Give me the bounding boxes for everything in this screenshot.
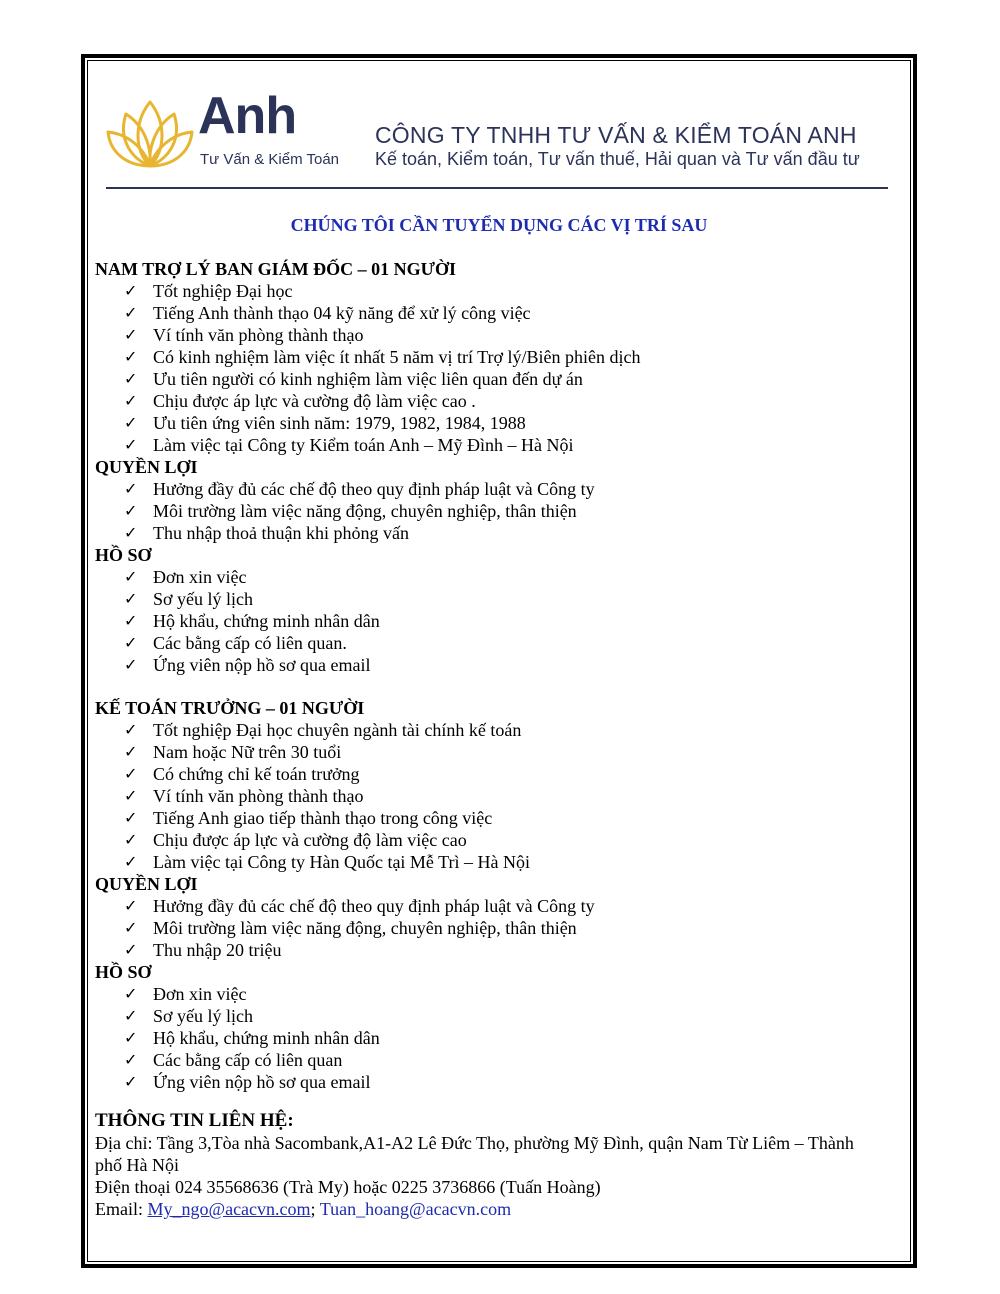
brand-tagline: Tư Vấn & Kiểm Toán <box>200 151 339 168</box>
list-item: ✓ Ứng viên nộp hồ sơ qua email <box>95 654 885 676</box>
contact-title: THÔNG TIN LIÊN HỆ: <box>95 1110 294 1131</box>
benefits-title: QUYỀN LỢI <box>95 874 198 894</box>
list-item: ✓ Tiếng Anh giao tiếp thành thạo trong công việc <box>95 807 885 829</box>
benefits-list <box>95 478 885 544</box>
list-item: ✓ Tốt nghiệp Đại học chuyên ngành tài chính kế toán <box>95 719 885 741</box>
documents-title: HỒ SƠ <box>95 545 152 565</box>
contact-address: Địa chỉ: Tầng 3,Tòa nhà Sacombank,A1-A2 Lê Đức Thọ, phường Mỹ Đình, quận Nam Từ Liêm – Thành phố Hà Nội <box>95 1133 854 1175</box>
list-item: ✓ Đơn xin việc <box>95 983 885 1005</box>
benefits-title: QUYỀN LỢI <box>95 457 198 477</box>
requirements-list <box>95 280 885 456</box>
list-item: ✓ Thu nhập 20 triệu <box>95 939 885 961</box>
list-item: ✓ Chịu được áp lực và cường độ làm việc cao <box>95 829 885 851</box>
list-item: ✓ Ưu tiên ứng viên sinh năm: 1979, 1982, 1984, 1988 <box>95 412 885 434</box>
lotus-icon <box>104 98 196 170</box>
email-label: Email: <box>95 1199 148 1219</box>
documents-title: HỒ SƠ <box>95 962 152 982</box>
contact-email-line <box>95 1198 885 1220</box>
benefits-list <box>95 895 885 961</box>
list-item: ✓ Có chứng chỉ kế toán trưởng <box>95 763 885 785</box>
list-item: ✓ Hưởng đầy đủ các chế độ theo quy định pháp luật và Công ty <box>95 478 885 500</box>
list-item: ✓ Ưu tiên người có kinh nghiệm làm việc liên quan đến dự án <box>95 368 885 390</box>
email-link-tuan-hoang[interactable]: Tuan_hoang@acacvn.com <box>319 1199 512 1219</box>
list-item: ✓ Hộ khẩu, chứng minh nhân dân <box>95 610 885 632</box>
list-item: ✓ Đơn xin việc <box>95 566 885 588</box>
email-separator: ; <box>310 1199 320 1219</box>
list-item: ✓ Sơ yếu lý lịch <box>95 588 885 610</box>
list-item: ✓ Ví tính văn phòng thành thạo <box>95 785 885 807</box>
list-item: ✓ Môi trường làm việc năng động, chuyên nghiệp, thân thiện <box>95 500 885 522</box>
section-spacer <box>95 676 885 697</box>
section-spacer <box>95 1093 885 1110</box>
company-name: CÔNG TY TNHH TƯ VẤN & KIỂM TOÁN ANH <box>375 122 857 148</box>
position-title: NAM TRỢ LÝ BAN GIÁM ĐỐC – 01 NGƯỜI <box>95 259 457 279</box>
list-item: ✓ Thu nhập thoả thuận khi phỏng vấn <box>95 522 885 544</box>
list-item: ✓ Chịu được áp lực và cường độ làm việc cao . <box>95 390 885 412</box>
email-link-my-ngo[interactable]: My_ngo@acacvn.com <box>147 1199 311 1219</box>
header-divider <box>106 187 888 189</box>
list-item: ✓ Tiếng Anh thành thạo 04 kỹ năng để xử lý công việc <box>95 302 885 324</box>
position-title: KẾ TOÁN TRƯỞNG – 01 NGƯỜI <box>95 698 365 718</box>
list-item: ✓ Nam hoặc Nữ trên 30 tuổi <box>95 741 885 763</box>
document-body <box>95 258 885 1220</box>
list-item: ✓ Hộ khẩu, chứng minh nhân dân <box>95 1027 885 1049</box>
list-item: ✓ Sơ yếu lý lịch <box>95 1005 885 1027</box>
list-item: ✓ Làm việc tại Công ty Kiểm toán Anh – Mỹ Đình – Hà Nội <box>95 434 885 456</box>
list-item: ✓ Làm việc tại Công ty Hàn Quốc tại Mễ Trì – Hà Nội <box>95 851 885 873</box>
list-item: ✓ Ứng viên nộp hồ sơ qua email <box>95 1071 885 1093</box>
company-services: Kế toán, Kiểm toán, Tư vấn thuế, Hải quan và Tư vấn đầu tư <box>375 149 860 169</box>
requirements-list <box>95 719 885 873</box>
documents-list <box>95 983 885 1093</box>
recruitment-headline: CHÚNG TÔI CẦN TUYỂN DỤNG CÁC VỊ TRÍ SAU <box>290 215 708 235</box>
brand-wordmark: Anh <box>198 87 297 145</box>
list-item: ✓ Các bằng cấp có liên quan. <box>95 632 885 654</box>
list-item: ✓ Các bằng cấp có liên quan <box>95 1049 885 1071</box>
contact-phone: Điện thoại 024 35568636 (Trà My) hoặc 0225 3736866 (Tuấn Hoàng) <box>95 1177 601 1197</box>
documents-list <box>95 566 885 676</box>
list-item: ✓ Hưởng đầy đủ các chế độ theo quy định pháp luật và Công ty <box>95 895 885 917</box>
list-item: ✓ Có kinh nghiệm làm việc ít nhất 5 năm vị trí Trợ lý/Biên phiên dịch <box>95 346 885 368</box>
list-item: ✓ Tốt nghiệp Đại học <box>95 280 885 302</box>
list-item: ✓ Ví tính văn phòng thành thạo <box>95 324 885 346</box>
list-item: ✓ Môi trường làm việc năng động, chuyên nghiệp, thân thiện <box>95 917 885 939</box>
